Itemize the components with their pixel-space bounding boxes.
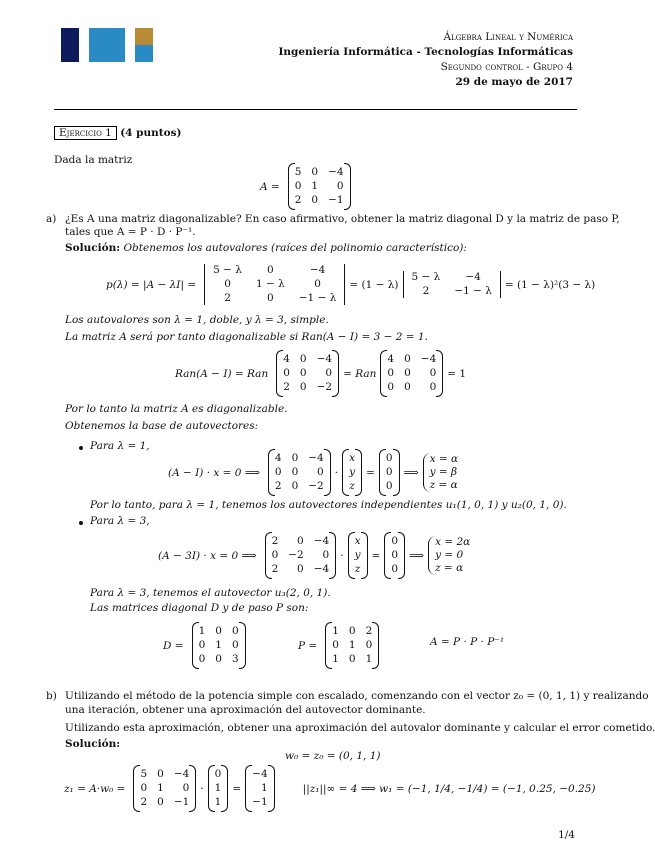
part-b-question-2: una iteración, obtener una aproximación del autovector dominante. [65, 704, 426, 716]
matrix-cell: 3 [231, 653, 239, 665]
system-1: (A − I) · x = 0 ⟹ 4 0 −4 0 0 0 2 0 −2 · x y z = 0 0 0 ⟹ x = α y = β z = α [168, 452, 459, 492]
det-3x3 [204, 264, 345, 305]
matrix-cell: 0 [325, 367, 333, 379]
system-2-matrix [265, 535, 337, 576]
course-header [278, 30, 573, 90]
matrix-cell: 1 [198, 625, 206, 637]
matrix-cell: −4 [420, 353, 437, 365]
case-2-label: Para λ = 3, [90, 515, 150, 527]
vector-cell: 1 [260, 782, 268, 794]
matrix-cell: 0 [231, 639, 239, 651]
matrix-cell: 1 [332, 625, 339, 637]
matrix-cell: 0 [157, 768, 164, 780]
matrix-cell: 0 [297, 563, 304, 575]
matrix-cell: 0 [267, 264, 274, 276]
matrix-a-lhs: A = [260, 180, 280, 193]
part-a-solution [65, 242, 467, 254]
exam-title: Segundo control - Grupo 4 [440, 61, 573, 73]
char-poly-lhs: p(λ) = |A − λI| = [106, 278, 197, 291]
matrix-cell: 2 [422, 285, 430, 297]
conclusion-text: Por lo tanto la matriz A es diagonalizable. [65, 403, 288, 415]
part-b-question-3: Utilizando esta aproximación, obtener una aproximación del autovalor dominante y calcular el error cometido. [65, 722, 655, 734]
matrix-cell: 0 [404, 367, 411, 379]
matrix-a-equation [260, 166, 351, 207]
matrix-cell: 0 [231, 625, 239, 637]
matrix-cell: 0 [271, 549, 279, 561]
intro-text: Dada la matriz [54, 154, 133, 166]
matrix-cell: 0 [332, 639, 339, 651]
matrix-d [192, 625, 246, 666]
logo [61, 28, 153, 62]
matrix-cell: −2 [308, 480, 324, 492]
matrix-cell: 1 [311, 180, 319, 192]
matrix-cell: −1 − λ [454, 285, 492, 297]
matrix-cell: 0 [140, 782, 148, 794]
matrix-cell: 2 [224, 292, 231, 304]
matrix-cell: −1 [173, 796, 190, 808]
vector-cell: 0 [385, 480, 393, 492]
matrix-cell: −1 − λ [298, 292, 337, 304]
matrix-a [288, 166, 351, 207]
matrix-cell: 0 [348, 653, 356, 665]
vector-cell: x [349, 452, 355, 464]
matrix-cell: 0 [404, 381, 411, 393]
matrix-cell: 0 [336, 180, 344, 192]
matrix-cell: 0 [215, 653, 222, 665]
matrix-cell: 0 [387, 381, 395, 393]
matrix-cell: 5 [140, 768, 148, 780]
matrix-cell: 4 [283, 353, 290, 365]
system-2: (A − 3I) · x = 0 ⟹ 2 0 −4 0 −2 0 2 0 −4 · x y z = 0 0 0 ⟹ x = 2α y = 0 z = α [158, 535, 471, 575]
initial-vector: w₀ = z₀ = (0, 1, 1) [285, 750, 381, 762]
matrix-d-equation [163, 625, 246, 666]
matrix-cell: 2 [271, 535, 279, 547]
matrix-cell: −4 [328, 166, 344, 178]
vector-cell: z [354, 563, 361, 575]
system-2-lhs: (A − 3I) · x = 0 ⟹ [158, 549, 257, 562]
matrix-cell: 1 [215, 639, 222, 651]
iteration-equation: z₁ = A·w₀ = 5 0 −4 0 1 0 2 0 −1 · 0 1 1 = −4 1 −1 ||z₁||∞ = 4 ⟹ w₁ = (−1, 1/4, −1/4) = (−1, 0.25, −0.25) [64, 768, 596, 808]
vector-cell: −4 [252, 768, 268, 780]
matrix-cell: 1 [365, 653, 373, 665]
page-number: 1/4 [558, 829, 575, 841]
part-b-letter: b) [46, 690, 57, 702]
char-poly-rhs: = (1 − λ)²(3 − λ) [504, 278, 596, 291]
bullet [79, 446, 83, 450]
matrix-cell: −4 [465, 271, 481, 283]
exercise-tag: Ejercicio 1 [54, 126, 117, 140]
matrix-cell: 5 − λ [213, 264, 242, 276]
part-a-question-2: tales que A = P · D · P⁻¹. [65, 226, 196, 238]
course-title: Álgebra Lineal y Numérica [443, 31, 573, 43]
matrix-cell: 2 [294, 194, 302, 206]
header-rule [54, 109, 577, 110]
part-a-question-1: ¿Es A una matriz diagonalizable? En caso afirmativo, obtener la matriz diagonal D y la matriz de paso P, [65, 213, 620, 225]
solution-line: z = α [429, 479, 458, 491]
matrix-cell: 2 [271, 563, 279, 575]
matrix-cell: 1 [157, 782, 164, 794]
matrix-cell: 0 [311, 194, 319, 206]
matrix-cell: −4 [313, 535, 330, 547]
logo-block-blue-small [135, 45, 153, 62]
vector-cell: y [349, 466, 356, 478]
iteration-result [245, 768, 274, 809]
matrix-cell: 0 [274, 466, 282, 478]
degree-title: Ingeniería Informática - Tecnologías Informáticas [278, 46, 573, 58]
matrix-cell: 0 [429, 367, 437, 379]
part-a-letter: a) [46, 213, 57, 225]
matrix-cell: 5 [294, 166, 302, 178]
matrix-cell: 0 [299, 367, 307, 379]
solution-intro: Obtenemos los autovalores (raíces del polinomio característico): [123, 242, 467, 254]
iteration-matrix [133, 768, 196, 809]
rank-mid: = Ran [343, 367, 377, 380]
matrix-cell: 0 [348, 625, 356, 637]
diagonalization-formula: A = P · P · P⁻¹ [430, 636, 505, 648]
vector-x [348, 535, 368, 576]
matrix-cell: 0 [311, 166, 319, 178]
solution-line: x = α [429, 453, 459, 465]
matrix-cell: 2 [365, 625, 373, 637]
vector-cell: 1 [214, 782, 222, 794]
matrix-cell: −4 [309, 264, 326, 276]
det-2x2 [403, 271, 501, 298]
iteration-vector [208, 768, 229, 809]
matrix-cell: 2 [274, 480, 282, 492]
matrix-cell: 0 [291, 452, 299, 464]
matrix-cell: 0 [299, 353, 307, 365]
rank-matrix-2 [380, 353, 443, 394]
solution-line: y = β [429, 466, 458, 478]
matrix-cell: 0 [182, 782, 190, 794]
vector-cell: y [354, 549, 361, 561]
matrix-cell: 2 [140, 796, 148, 808]
iteration-lhs: z₁ = A·w₀ = [64, 782, 126, 795]
matrix-cell: −4 [316, 353, 333, 365]
system-1-solution [423, 453, 459, 492]
vector-cell: 1 [214, 796, 222, 808]
vector-x [342, 452, 362, 493]
solution-line: z = α [435, 562, 464, 574]
case-1-label: Para λ = 1, [90, 440, 150, 452]
part-b-question-1: Utilizando el método de la potencia simple con escalado, comenzando con el vector z₀ = (0, 1, 1) y realizando [65, 690, 649, 702]
exam-date: 29 de mayo de 2017 [455, 76, 573, 88]
matrix-cell: 0 [291, 480, 299, 492]
matrix-cell: 0 [215, 625, 222, 637]
rank-rhs: = 1 [447, 367, 467, 380]
vector-cell: 0 [385, 466, 393, 478]
case-1-result: Por lo tanto, para λ = 1, tenemos los autovectores independientes u₁(1, 0, 1) y u₂(0, 1, 0). [90, 499, 567, 511]
matrix-d-lhs: D = [163, 639, 184, 652]
system-1-lhs: (A − I) · x = 0 ⟹ [168, 466, 260, 479]
vector-cell: z [349, 480, 355, 492]
system-1-matrix [268, 452, 331, 493]
exercise-heading [54, 127, 181, 139]
vector-zero [384, 535, 405, 576]
eigenvalues-text: Los autovalores son λ = 1, doble, y λ = 3, simple. [65, 314, 329, 326]
matrix-cell: −4 [308, 452, 324, 464]
char-poly-equation [106, 264, 599, 305]
solution-line: y = 0 [435, 549, 464, 561]
matrix-cell: 0 [224, 278, 231, 290]
bullet [79, 521, 83, 525]
matrix-cell: 4 [274, 452, 282, 464]
matrix-cell: 0 [267, 292, 274, 304]
matrix-cell: 0 [198, 639, 206, 651]
matrix-cell: 0 [429, 381, 437, 393]
matrix-cell: 0 [297, 535, 304, 547]
matrix-cell: 5 − λ [411, 271, 441, 283]
vector-cell: 0 [385, 452, 393, 464]
matrix-cell: 1 − λ [255, 278, 285, 290]
matrix-cell: 0 [387, 367, 395, 379]
vector-cell: 0 [391, 563, 398, 575]
matrix-cell: 0 [322, 549, 330, 561]
matrix-cell: 4 [387, 353, 395, 365]
rank-lhs: Ran(A − I) = Ran [175, 367, 269, 380]
matrix-cell: 0 [198, 653, 206, 665]
matrix-cell: 0 [404, 353, 411, 365]
matrix-cell: 0 [365, 639, 373, 651]
matrix-cell: 1 [332, 653, 339, 665]
rank-equation [175, 353, 470, 394]
matrix-cell: 0 [317, 466, 324, 478]
matrix-cell: 0 [299, 381, 307, 393]
matrices-text: Las matrices diagonal D y de paso P son: [90, 602, 309, 614]
system-2-solution [428, 536, 470, 575]
matrix-cell: 0 [294, 180, 302, 192]
matrix-cell: 0 [314, 278, 321, 290]
vector-cell: 0 [391, 549, 398, 561]
vector-cell: 0 [391, 535, 398, 547]
matrix-cell: 0 [157, 796, 164, 808]
part-b-solution-label: Solución: [65, 738, 121, 750]
solution-label: Solución: [65, 242, 121, 254]
exercise-points: (4 puntos) [120, 127, 182, 139]
case-2-result: Para λ = 3, tenemos el autovector u₃(2, 0, 1). [90, 587, 331, 599]
logo-block-gold [135, 28, 153, 45]
matrix-p-equation [298, 625, 379, 666]
matrix-cell: 2 [283, 381, 290, 393]
vector-cell: −1 [252, 796, 268, 808]
matrix-p-lhs: P = [298, 639, 318, 652]
matrix-cell: −1 [328, 194, 344, 206]
matrix-cell: 0 [283, 367, 290, 379]
matrix-p [325, 625, 379, 666]
diagonalizable-condition: La matriz A será por tanto diagonalizable si Ran(A − I) = 3 − 2 = 1. [65, 331, 428, 343]
rank-matrix-1 [276, 353, 339, 394]
logo-block-dark [61, 28, 79, 62]
matrix-cell: 1 [348, 639, 356, 651]
basis-text: Obtenemos la base de autovectores: [65, 420, 259, 432]
char-poly-mid: = (1 − λ) [349, 278, 399, 291]
vector-cell: x [354, 535, 361, 547]
solution-line: x = 2α [435, 536, 471, 548]
matrix-cell: 0 [291, 466, 299, 478]
matrix-cell: −4 [313, 563, 330, 575]
vector-zero [379, 452, 400, 493]
matrix-cell: −2 [288, 549, 304, 561]
logo-block-blue [89, 28, 125, 62]
vector-cell: 0 [214, 768, 222, 780]
matrix-cell: −2 [316, 381, 333, 393]
matrix-cell: −4 [173, 768, 190, 780]
norm-scaling: ||z₁||∞ = 4 ⟹ w₁ = (−1, 1/4, −1/4) = (−1, 0.25, −0.25) [302, 782, 596, 795]
